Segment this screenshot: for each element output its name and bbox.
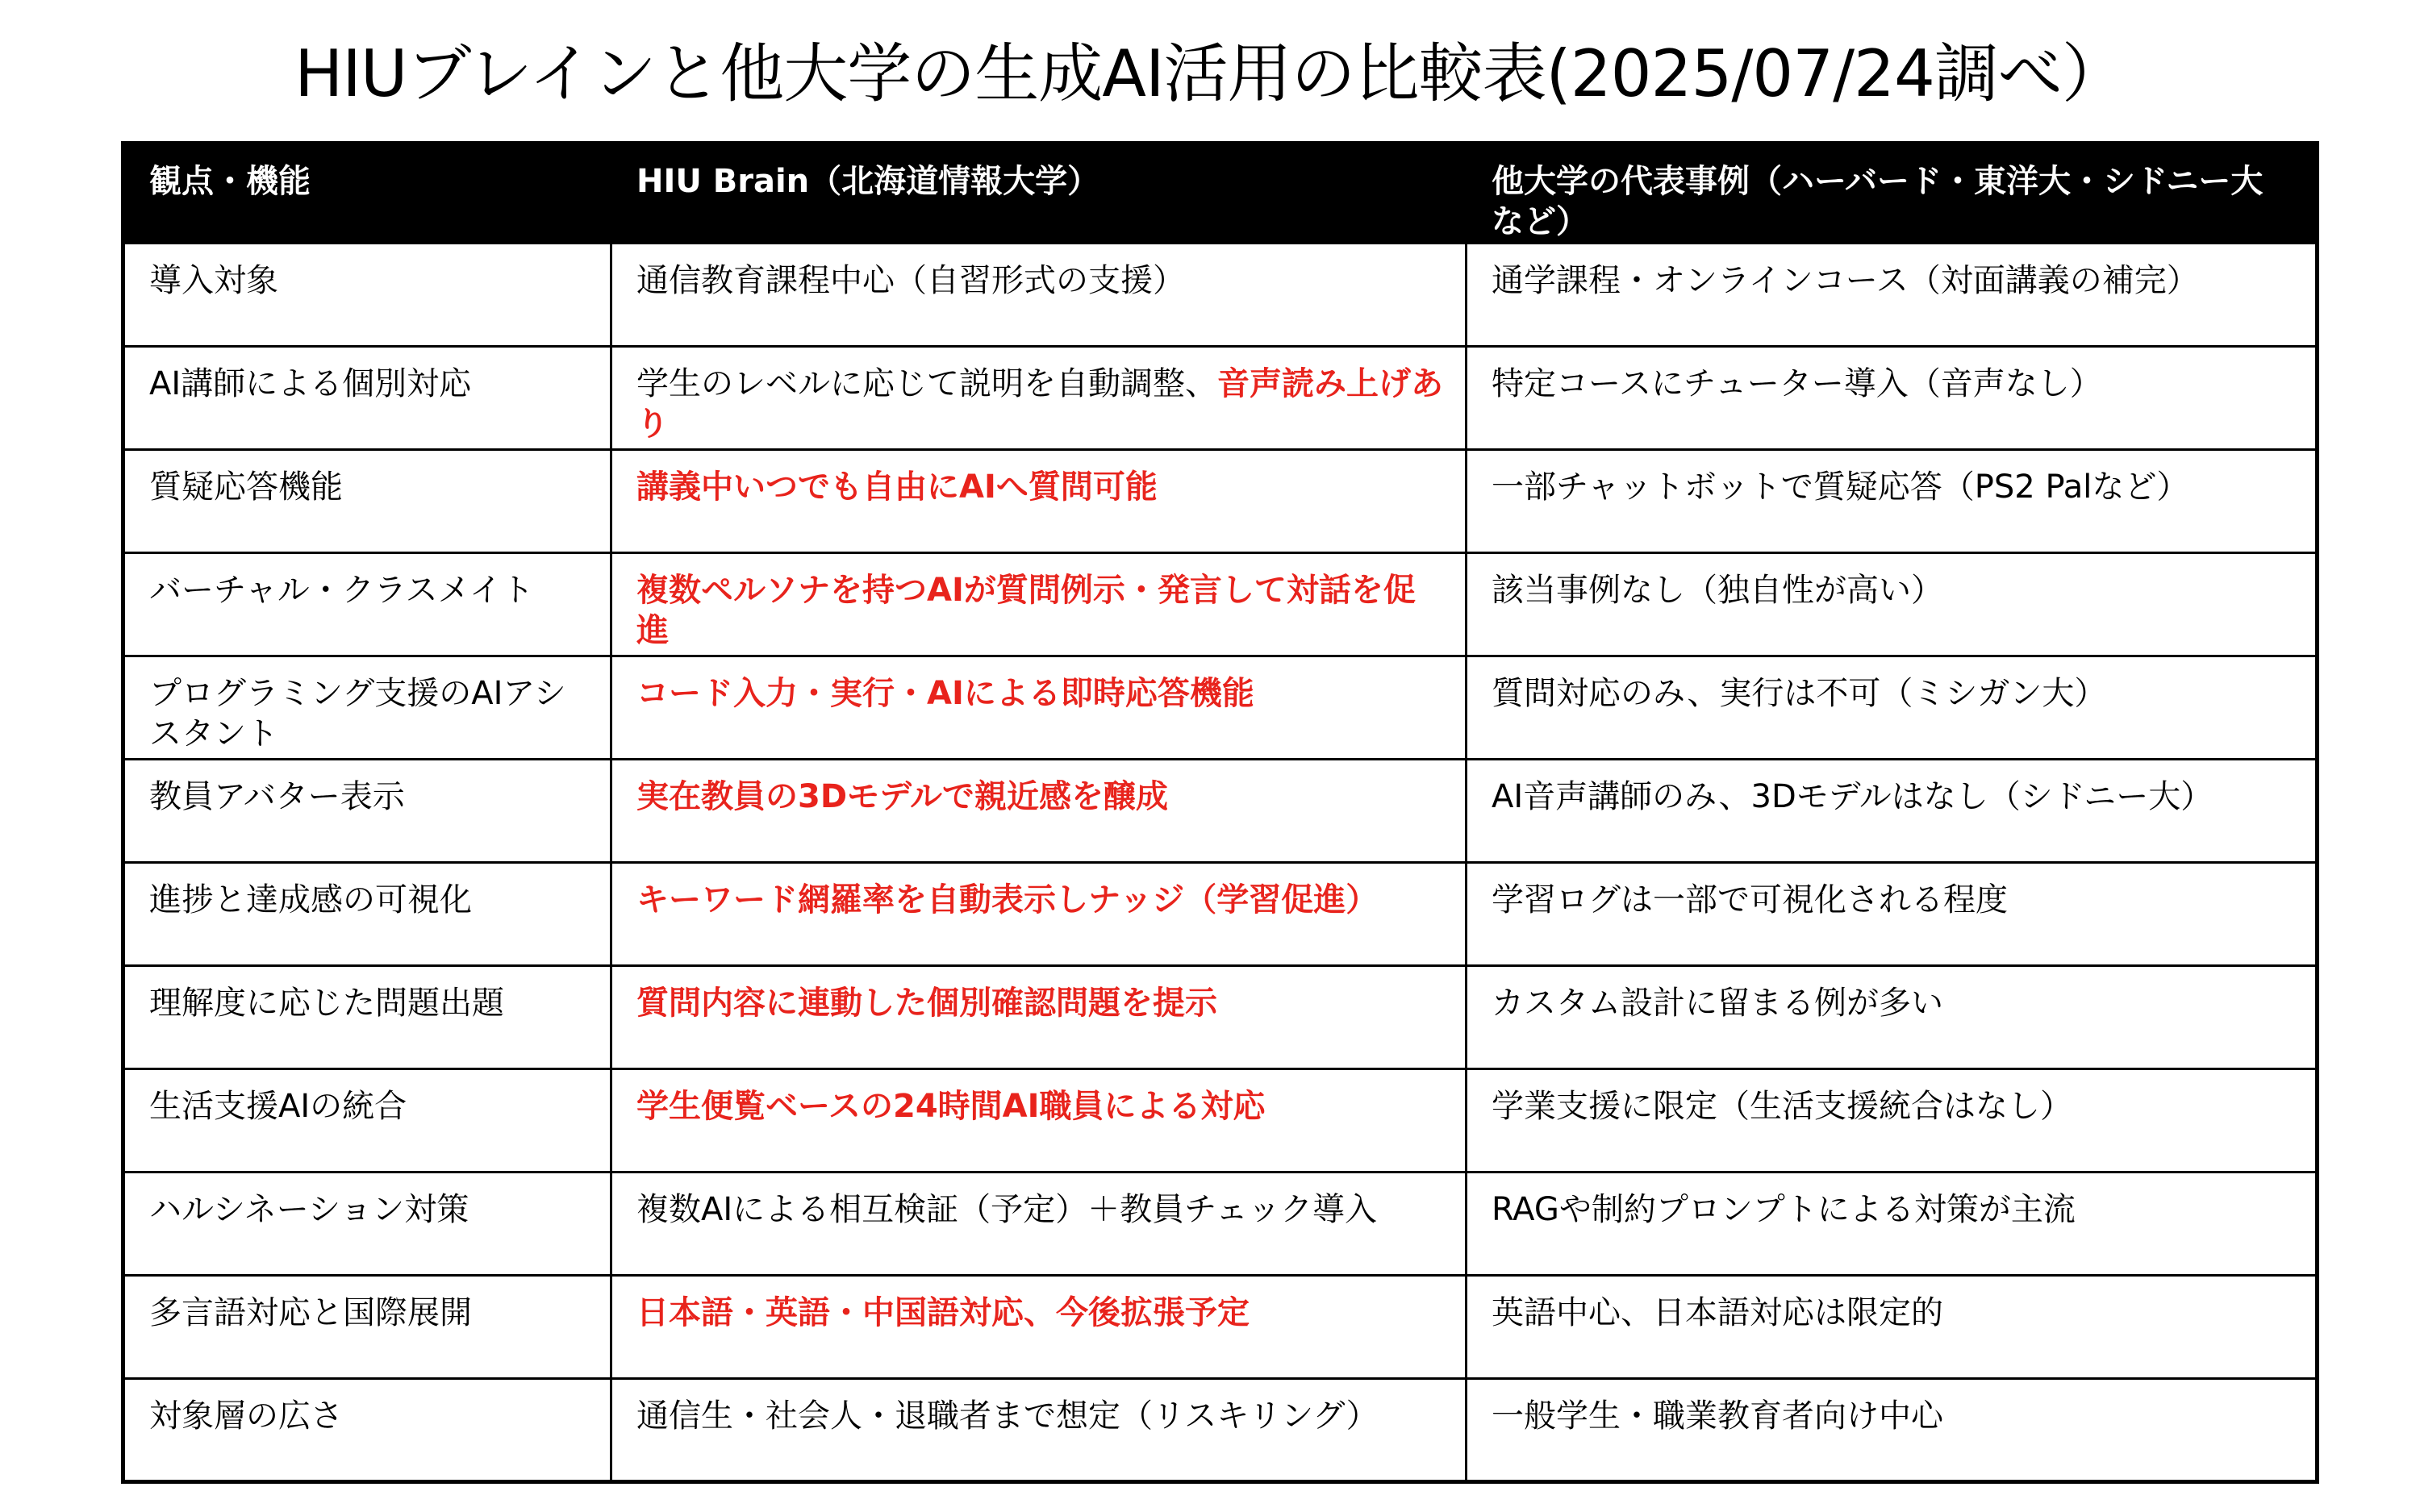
cell-hiu-highlight: 質問内容に連動した個別確認問題を提示 [611,966,1467,1069]
cell-other: 質問対応のみ、実行は不可（ミシガン大） [1467,656,2318,760]
cell-other: 該当事例なし（独自性が高い） [1467,553,2318,656]
cell-aspect: 多言語対応と国際展開 [123,1276,611,1379]
table-row [123,966,2318,1069]
table-row [123,450,2318,553]
cell-hiu-highlight: キーワード網羅率を自動表示しナッジ（学習促進） [611,863,1467,966]
table-row [123,656,2318,760]
cell-other: RAGや制約プロンプトによる対策が主流 [1467,1173,2318,1276]
cell-aspect: 質疑応答機能 [123,450,611,553]
cell-aspect: 対象層の広さ [123,1379,611,1482]
cell-hiu-highlight: 実在教員の3Dモデルで親近感を醸成 [611,760,1467,863]
cell-other: 通学課程・オンラインコース（対面講義の補完） [1467,244,2318,347]
table-header-row [123,144,2318,244]
cell-other: 一部チャットボットで質疑応答（PS2 Palなど） [1467,450,2318,553]
table-row [123,347,2318,450]
column-header-hiu-brain: HIU Brain（北海道情報大学） [611,144,1467,244]
column-header-other-universities: 他大学の代表事例（ハーバード・東洋大・シドニー大など） [1467,144,2318,244]
cell-hiu-highlight: 講義中いつでも自由にAIへ質問可能 [611,450,1467,553]
column-header-aspect: 観点・機能 [123,144,611,244]
cell-hiu-highlight: 学生便覧ベースの24時間AI職員による対応 [611,1069,1467,1173]
page-title: HIUブレインと他大学の生成AI活用の比較表(2025/07/24調べ） [294,36,2126,111]
table-row [123,244,2318,347]
cell-other: 学習ログは一部で可視化される程度 [1467,863,2318,966]
comparison-table [121,141,2319,1484]
cell-aspect: AI講師による個別対応 [123,347,611,450]
cell-other: 学業支援に限定（生活支援統合はなし） [1467,1069,2318,1173]
cell-aspect: ハルシネーション対策 [123,1173,611,1276]
table-row [123,1069,2318,1173]
cell-hiu-highlight: 音声読み上げあり [636,365,1443,443]
cell-hiu [611,347,1467,450]
cell-hiu-highlight: 複数ペルソナを持つAIが質問例示・発言して対話を促進 [611,553,1467,656]
cell-hiu: 通信教育課程中心（自習形式の支援） [611,244,1467,347]
cell-hiu: 通信生・社会人・退職者まで想定（リスキリング） [611,1379,1467,1482]
table-row [123,760,2318,863]
cell-hiu: 複数AIによる相互検証（予定）＋教員チェック導入 [611,1173,1467,1276]
cell-hiu-text: 学生のレベルに応じて説明を自動調整、 [636,365,1217,402]
table-row [123,1379,2318,1482]
table-row [123,863,2318,966]
table-row [123,1173,2318,1276]
cell-hiu-highlight: コード入力・実行・AIによる即時応答機能 [611,656,1467,760]
cell-aspect: 導入対象 [123,244,611,347]
cell-aspect: 生活支援AIの統合 [123,1069,611,1173]
cell-aspect: 理解度に応じた問題出題 [123,966,611,1069]
comparison-table-container [121,141,2315,1484]
table-row [123,1276,2318,1379]
cell-other: 特定コースにチューター導入（音声なし） [1467,347,2318,450]
table-row [123,553,2318,656]
cell-other: 一般学生・職業教育者向け中心 [1467,1379,2318,1482]
cell-aspect: バーチャル・クラスメイト [123,553,611,656]
cell-aspect: 進捗と達成感の可視化 [123,863,611,966]
cell-other: カスタム設計に留まる例が多い [1467,966,2318,1069]
cell-other: AI音声講師のみ、3Dモデルはなし（シドニー大） [1467,760,2318,863]
cell-other: 英語中心、日本語対応は限定的 [1467,1276,2318,1379]
cell-hiu-highlight: 日本語・英語・中国語対応、今後拡張予定 [611,1276,1467,1379]
cell-aspect: 教員アバター表示 [123,760,611,863]
cell-aspect: プログラミング支援のAIアシスタント [123,656,611,760]
